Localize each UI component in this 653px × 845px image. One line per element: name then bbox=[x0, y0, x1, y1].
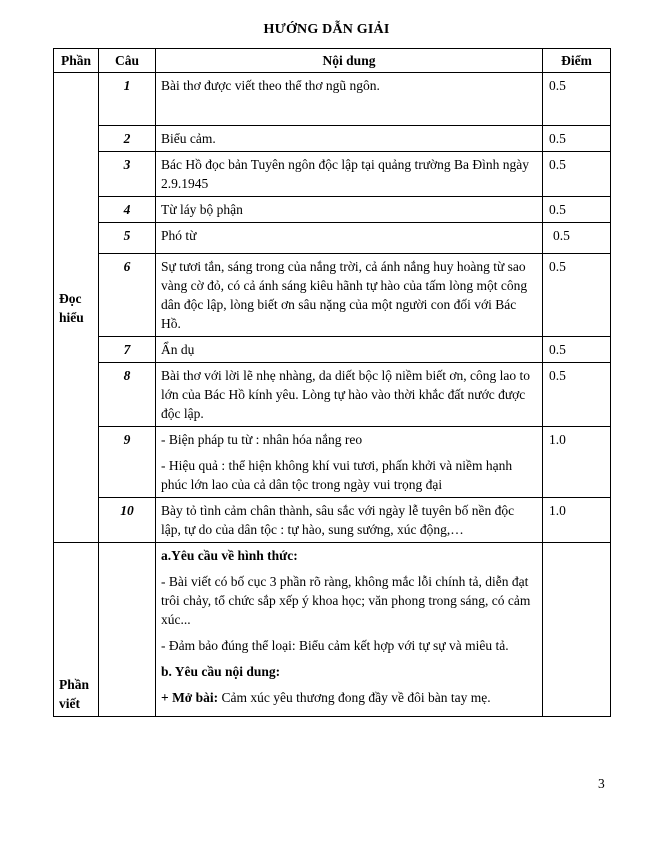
table-row bbox=[54, 363, 611, 427]
table-row bbox=[54, 126, 611, 152]
answer-content: Sự tươi tắn, sáng trong của nắng trời, cả ánh nắng huy hoàng từ sao vàng cờ đỏ, có cả ánh sáng kiêu hãnh tự hào của tấm lòng một công dân độc lập, lòng biết ơn sâu nặng của một người con đối với Bác Hồ. bbox=[156, 254, 543, 337]
answer-score: 1.0 bbox=[543, 498, 611, 543]
page-title: HƯỚNG DẪN GIẢI bbox=[263, 22, 390, 37]
question-number: 6 bbox=[99, 254, 156, 337]
question-number: 8 bbox=[99, 363, 156, 427]
table-row bbox=[54, 254, 611, 337]
form-requirement-item: - Đảm bảo đúng thể loại: Biểu cảm kết hợp với tự sự và miêu tả. bbox=[161, 638, 509, 653]
table-row bbox=[54, 73, 611, 126]
answer-score: 1.0 bbox=[543, 427, 611, 498]
answer-table bbox=[53, 48, 611, 717]
question-number: 1 bbox=[99, 73, 156, 126]
answer-score: 0.5 bbox=[543, 126, 611, 152]
table-row bbox=[54, 197, 611, 223]
answer-score: 0.5 bbox=[543, 197, 611, 223]
question-number: 10 bbox=[99, 498, 156, 543]
question-number-empty bbox=[99, 543, 156, 717]
table-row bbox=[54, 223, 611, 254]
answer-score-empty bbox=[543, 543, 611, 717]
answer-score: 0.5 bbox=[543, 152, 611, 197]
form-requirement-item: - Bài viết có bố cục 3 phần rõ ràng, không mắc lỗi chính tả, diễn đạt trôi chảy, tổ chức sắp xếp ý khoa học; văn phong trong sáng, có cảm xúc... bbox=[161, 574, 531, 627]
page-number: 3 bbox=[598, 776, 605, 791]
answer-content: Bài thơ với lời lẽ nhẹ nhàng, da diết bộc lộ niềm biết ơn, công lao to lớn của Bác Hồ kính yêu. Lòng tự hào vào thời khắc đất nước được độc lập. bbox=[156, 363, 543, 427]
answer-content: Phó từ bbox=[156, 223, 543, 254]
table-row bbox=[54, 543, 611, 717]
question-number: 5 bbox=[99, 223, 156, 254]
answer-content: Từ láy bộ phận bbox=[156, 197, 543, 223]
answer-content: Ẩn dụ bbox=[156, 337, 543, 363]
table-row bbox=[54, 337, 611, 363]
header-content: Nội dung bbox=[156, 49, 543, 73]
answer-content: Bác Hồ đọc bản Tuyên ngôn độc lập tại quảng trường Ba Đình ngày 2.9.1945 bbox=[156, 152, 543, 197]
answer-content-line: - Biện pháp tu từ : nhân hóa nắng reo bbox=[161, 432, 363, 447]
table-header-row bbox=[54, 49, 611, 73]
answer-content: Bày tỏ tình cảm chân thành, sâu sắc với ngày lễ tuyên bố nền độc lập, tự do của dân tộc : tự hào, sung sướng, xúc động,… bbox=[156, 498, 543, 543]
answer-score: 0.5 bbox=[543, 223, 611, 254]
content-requirements-heading: b. Yêu cầu nội dung: bbox=[161, 664, 281, 679]
answer-score: 0.5 bbox=[543, 363, 611, 427]
answer-content-line: - Hiệu quả : thể hiện không khí vui tươi, phấn khởi và niềm hạnh phúc lớn lao của cả dân tộc trong ngày vui trọng đại bbox=[161, 458, 513, 492]
question-number: 7 bbox=[99, 337, 156, 363]
question-number: 2 bbox=[99, 126, 156, 152]
table-row bbox=[54, 498, 611, 543]
header-score: Điểm bbox=[543, 49, 611, 73]
header-question: Câu bbox=[99, 49, 156, 73]
question-number: 3 bbox=[99, 152, 156, 197]
content-requirement-item: + Mở bài: Cảm xúc yêu thương đong đầy về đôi bàn tay mẹ. bbox=[161, 690, 491, 705]
writing-requirements bbox=[156, 543, 543, 717]
table-row bbox=[54, 152, 611, 197]
section-label-reading: Đọc hiểu bbox=[54, 73, 99, 543]
form-requirements-heading: a.Yêu cầu về hình thức: bbox=[161, 548, 298, 563]
answer-score: 0.5 bbox=[543, 337, 611, 363]
header-part: Phần bbox=[54, 49, 99, 73]
answer-content: Biểu cảm. bbox=[156, 126, 543, 152]
answer-score: 0.5 bbox=[543, 254, 611, 337]
answer-content: Bài thơ được viết theo thể thơ ngũ ngôn. bbox=[156, 73, 543, 126]
question-number: 4 bbox=[99, 197, 156, 223]
answer-content bbox=[156, 427, 543, 498]
table-row bbox=[54, 427, 611, 498]
question-number: 9 bbox=[99, 427, 156, 498]
answer-score: 0.5 bbox=[543, 73, 611, 126]
section-label-writing: Phần viết bbox=[54, 543, 99, 717]
